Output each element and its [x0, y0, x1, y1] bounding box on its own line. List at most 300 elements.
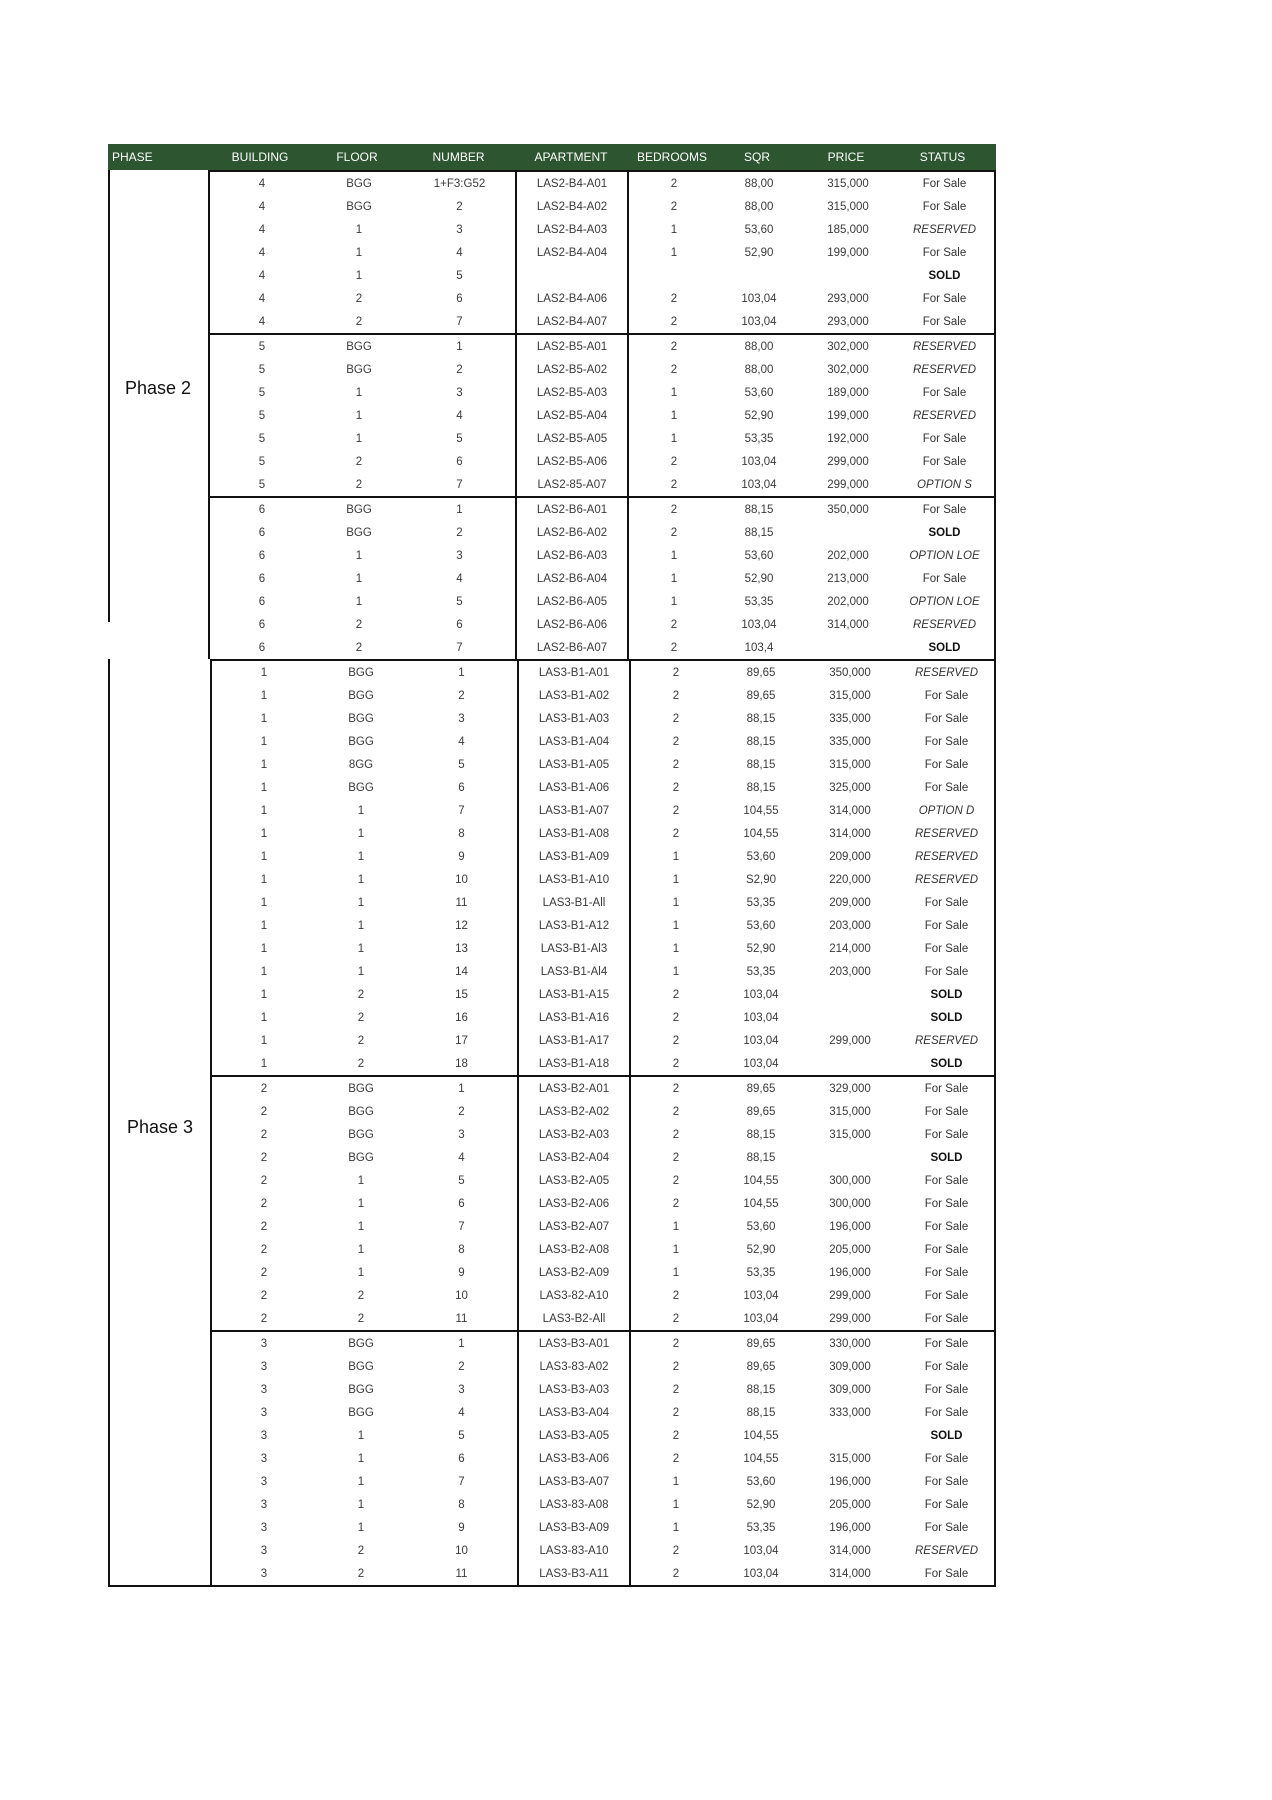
cell-status: For Sale [922, 455, 967, 468]
cell-status: For Sale [924, 712, 969, 725]
cell-floor: 2 [357, 988, 365, 1001]
cell-building: 1 [260, 735, 268, 748]
cell-floor: 1 [355, 595, 363, 608]
cell-price: 300,000 [829, 1197, 871, 1210]
cell-status: For Sale [924, 1521, 969, 1534]
table-row [210, 404, 994, 427]
cell-bedrooms: 1 [672, 919, 680, 932]
cell-apartment: LAS2-B6-A05 [517, 590, 629, 613]
cell-apartment: LAS2-B5-A06 [517, 450, 629, 473]
cell-building: 5 [258, 340, 266, 353]
cell-price: 333,000 [829, 1406, 871, 1419]
cell-bedrooms: 2 [670, 503, 678, 516]
cell-floor: 1 [355, 269, 363, 282]
cell-bedrooms: 2 [672, 666, 680, 679]
table-row [210, 287, 994, 310]
table-row [210, 195, 994, 218]
cell-sqr: 52,90 [746, 1243, 776, 1256]
price-list-table [108, 144, 996, 1587]
cell-building: 1 [260, 827, 268, 840]
cell-status: SOLD [928, 641, 961, 654]
cell-apartment: LAS3-B1-A06 [519, 776, 631, 799]
cell-sqr: S2,90 [745, 873, 777, 886]
cell-number: 8 [406, 822, 519, 845]
cell-sqr: 103,04 [743, 1567, 779, 1580]
cell-bedrooms: 1 [672, 1475, 680, 1488]
cell-apartment: LAS3-B2-A03 [519, 1123, 631, 1146]
cell-floor: 2 [355, 641, 363, 654]
cell-status: For Sale [922, 572, 967, 585]
cell-number: 6 [406, 776, 519, 799]
cell-building: 4 [258, 269, 266, 282]
cell-bedrooms: 2 [672, 1128, 680, 1141]
cell-price: 199,000 [827, 246, 869, 259]
col-header-number: NUMBER [432, 150, 485, 164]
cell-number: 2 [406, 1100, 519, 1123]
cell-bedrooms: 1 [670, 432, 678, 445]
cell-price: 214,000 [829, 942, 871, 955]
cell-sqr: 103,04 [741, 618, 777, 631]
cell-bedrooms: 2 [672, 1105, 680, 1118]
table-row [212, 661, 994, 684]
cell-building: 2 [260, 1105, 268, 1118]
cell-floor: BGG [348, 1406, 374, 1419]
cell-status: For Sale [924, 1337, 969, 1350]
cell-bedrooms: 2 [670, 618, 678, 631]
cell-price: 293,000 [827, 292, 869, 305]
cell-building: 1 [260, 919, 268, 932]
cell-bedrooms: 1 [670, 409, 678, 422]
table-row [212, 1215, 994, 1238]
col-header-apartment: APARTMENT [534, 150, 608, 164]
cell-sqr: 88,15 [746, 758, 776, 771]
cell-building: 1 [260, 1011, 268, 1024]
table-row [212, 730, 994, 753]
cell-building: 3 [260, 1498, 268, 1511]
cell-building: 1 [260, 850, 268, 863]
cell-floor: 2 [355, 478, 363, 491]
table-row [212, 1238, 994, 1261]
cell-floor: BGG [348, 1128, 374, 1141]
cell-bedrooms: 2 [670, 641, 678, 654]
cell-number: 1 [406, 661, 519, 684]
cell-status: For Sale [924, 1383, 969, 1396]
cell-number: 7 [404, 636, 517, 659]
cell-sqr: 89,65 [746, 1082, 776, 1095]
cell-status: For Sale [924, 1498, 969, 1511]
cell-building: 2 [260, 1128, 268, 1141]
cell-sqr: 53,35 [744, 432, 774, 445]
cell-number: 10 [406, 1284, 519, 1307]
cell-floor: 2 [355, 292, 363, 305]
cell-building: 3 [260, 1429, 268, 1442]
cell-bedrooms: 2 [672, 1544, 680, 1557]
cell-building: 4 [258, 177, 266, 190]
cell-bedrooms: 2 [672, 712, 680, 725]
cell-price: 299,000 [827, 455, 869, 468]
table-row [210, 544, 994, 567]
cell-price: 314,000 [827, 618, 869, 631]
table-row [210, 613, 994, 636]
table-header [108, 144, 996, 170]
table-row [212, 1077, 994, 1100]
table-row [210, 473, 994, 496]
cell-sqr: 88,00 [744, 340, 774, 353]
table-row [212, 983, 994, 1006]
cell-number: 5 [404, 264, 517, 287]
cell-status: For Sale [924, 1289, 969, 1302]
table-row [212, 1123, 994, 1146]
cell-sqr: 88,15 [746, 1406, 776, 1419]
cell-price: 350,000 [827, 503, 869, 516]
cell-sqr: 53,60 [746, 850, 776, 863]
cell-price: 299,000 [829, 1034, 871, 1047]
cell-price: 299,000 [827, 478, 869, 491]
cell-building: 4 [258, 315, 266, 328]
cell-status: For Sale [922, 200, 967, 213]
cell-bedrooms: 2 [672, 1360, 680, 1373]
cell-floor: BGG [346, 363, 372, 376]
cell-building: 2 [260, 1174, 268, 1187]
cell-price: 302,000 [827, 340, 869, 353]
cell-building: 5 [258, 478, 266, 491]
cell-price: 299,000 [829, 1312, 871, 1325]
table-row [212, 707, 994, 730]
cell-price: 315,000 [829, 1452, 871, 1465]
cell-sqr: 88,00 [744, 200, 774, 213]
cell-sqr: 103,04 [741, 315, 777, 328]
cell-number: 7 [406, 1470, 519, 1493]
cell-building: 5 [258, 363, 266, 376]
cell-price: 315,000 [829, 758, 871, 771]
cell-status: SOLD [928, 269, 961, 282]
cell-number: 11 [406, 1307, 519, 1330]
cell-status: RESERVED [912, 340, 977, 353]
cell-status: OPTION LOE [909, 595, 980, 608]
cell-building: 6 [258, 595, 266, 608]
cell-floor: 1 [357, 827, 365, 840]
cell-number: 13 [406, 937, 519, 960]
cell-number: 9 [406, 1261, 519, 1284]
cell-number: 2 [404, 358, 517, 381]
cell-apartment: LAS3-B3-A01 [519, 1332, 631, 1355]
phase-block [108, 170, 996, 659]
cell-sqr: 52,90 [744, 572, 774, 585]
cell-status: For Sale [924, 965, 969, 978]
cell-sqr: 53,60 [744, 223, 774, 236]
table-row [212, 845, 994, 868]
cell-number: 4 [406, 1401, 519, 1424]
cell-number: 6 [404, 287, 517, 310]
table-row [212, 1052, 994, 1075]
cell-sqr: 52,90 [744, 409, 774, 422]
table-row [212, 1516, 994, 1539]
cell-status: For Sale [924, 942, 969, 955]
cell-floor: 1 [357, 1498, 365, 1511]
cell-status: RESERVED [914, 1034, 979, 1047]
cell-floor: 2 [357, 1057, 365, 1070]
cell-bedrooms: 1 [672, 1220, 680, 1233]
cell-sqr: 103,4 [744, 641, 774, 654]
phase-label: Phase 3 [126, 1117, 194, 1137]
cell-sqr: 104,55 [743, 827, 779, 840]
cell-floor: 1 [357, 1429, 365, 1442]
cell-bedrooms: 2 [672, 1057, 680, 1070]
cell-price: 293,000 [827, 315, 869, 328]
cell-price: 213,000 [827, 572, 869, 585]
cell-status: For Sale [924, 1128, 969, 1141]
cell-number: 3 [406, 1123, 519, 1146]
cell-status: For Sale [924, 1452, 969, 1465]
cell-floor: BGG [348, 712, 374, 725]
cell-apartment: LAS2-B5-A02 [517, 358, 629, 381]
cell-apartment: LAS2-B5-A04 [517, 404, 629, 427]
cell-sqr: 104,55 [743, 1452, 779, 1465]
cell-status: SOLD [930, 1151, 963, 1164]
cell-sqr: 89,65 [746, 666, 776, 679]
cell-apartment: LAS3-83-A08 [519, 1493, 631, 1516]
cell-floor: BGG [348, 781, 374, 794]
cell-apartment: LAS3-B1-A07 [519, 799, 631, 822]
table-row [212, 891, 994, 914]
cell-number: 7 [406, 799, 519, 822]
cell-sqr: 53,35 [746, 1266, 776, 1279]
cell-apartment: LAS2-B6-A02 [517, 521, 629, 544]
cell-apartment: LAS3-B1-A03 [519, 707, 631, 730]
cell-bedrooms: 1 [670, 223, 678, 236]
cell-building: 4 [258, 200, 266, 213]
cell-apartment: LAS3-B1-A08 [519, 822, 631, 845]
cell-number: 5 [404, 427, 517, 450]
cell-number: 6 [406, 1447, 519, 1470]
cell-apartment [517, 264, 629, 287]
cell-floor: 2 [357, 1011, 365, 1024]
cell-apartment: LAS3-83-A02 [519, 1355, 631, 1378]
cell-sqr: 103,04 [741, 478, 777, 491]
cell-building: 6 [258, 572, 266, 585]
table-row [212, 1029, 994, 1052]
cell-number: 4 [406, 730, 519, 753]
cell-apartment: LAS3-B1-A02 [519, 684, 631, 707]
building-group [210, 496, 994, 659]
cell-number: 6 [404, 613, 517, 636]
cell-price: 314,000 [829, 804, 871, 817]
cell-status: OPTION D [918, 804, 975, 817]
table-row [212, 1493, 994, 1516]
cell-status: For Sale [922, 177, 967, 190]
phase-block [108, 659, 996, 1585]
cell-sqr: 103,04 [743, 1289, 779, 1302]
cell-sqr: 88,15 [746, 712, 776, 725]
cell-status: SOLD [930, 1057, 963, 1070]
cell-building: 6 [258, 503, 266, 516]
table-row [212, 1355, 994, 1378]
col-header-building: BUILDING [231, 150, 289, 164]
cell-floor: 1 [357, 1452, 365, 1465]
cell-sqr: 103,04 [741, 455, 777, 468]
cell-sqr: 53,35 [744, 595, 774, 608]
cell-bedrooms: 1 [672, 1498, 680, 1511]
cell-apartment: LAS3-B2-A01 [519, 1077, 631, 1100]
cell-status: OPTION S [917, 478, 972, 491]
cell-apartment: LAS3-B2-A08 [519, 1238, 631, 1261]
cell-building: 3 [260, 1337, 268, 1350]
table-row [212, 1169, 994, 1192]
cell-apartment: LAS3-B2-All [519, 1307, 631, 1330]
cell-apartment: LAS2-B5-A01 [517, 335, 629, 358]
table-row [212, 1192, 994, 1215]
cell-price: 185,000 [827, 223, 869, 236]
cell-bedrooms: 1 [672, 1266, 680, 1279]
table-row [210, 358, 994, 381]
cell-sqr: 52,90 [746, 1498, 776, 1511]
cell-apartment: LAS3-B1-A05 [519, 753, 631, 776]
cell-price: 309,000 [829, 1360, 871, 1373]
cell-price: 329,000 [829, 1082, 871, 1095]
cell-number: 3 [406, 1378, 519, 1401]
cell-floor: BGG [346, 200, 372, 213]
cell-status: For Sale [924, 1406, 969, 1419]
cell-number: 8 [406, 1493, 519, 1516]
table-row [212, 1378, 994, 1401]
building-group [212, 1075, 994, 1330]
table-row [212, 914, 994, 937]
cell-apartment: LAS3-B1-A09 [519, 845, 631, 868]
cell-apartment: LAS3-B3-A03 [519, 1378, 631, 1401]
cell-building: 2 [260, 1197, 268, 1210]
phase-rows [210, 659, 996, 1585]
cell-bedrooms: 2 [672, 689, 680, 702]
cell-apartment: LAS3-B1-A01 [519, 661, 631, 684]
cell-number: 5 [406, 753, 519, 776]
cell-floor: 1 [357, 896, 365, 909]
cell-building: 6 [258, 641, 266, 654]
cell-status: RESERVED [914, 827, 979, 840]
cell-number: 6 [404, 450, 517, 473]
cell-building: 6 [258, 549, 266, 562]
cell-bedrooms: 2 [670, 478, 678, 491]
cell-apartment: LAS3-B1-Al3 [519, 937, 631, 960]
cell-sqr: 88,15 [746, 781, 776, 794]
cell-floor: 1 [355, 432, 363, 445]
cell-price: 315,000 [827, 177, 869, 190]
cell-number: 17 [406, 1029, 519, 1052]
cell-floor: 2 [355, 455, 363, 468]
cell-building: 3 [260, 1475, 268, 1488]
cell-apartment: LAS3-B1-A15 [519, 983, 631, 1006]
cell-bedrooms: 1 [672, 896, 680, 909]
cell-number: 1 [406, 1077, 519, 1100]
cell-status: For Sale [922, 292, 967, 305]
cell-apartment: LAS2-B6-A04 [517, 567, 629, 590]
cell-apartment: LAS3-B3-A05 [519, 1424, 631, 1447]
cell-sqr: 104,55 [743, 1197, 779, 1210]
cell-status: For Sale [924, 1197, 969, 1210]
cell-status: For Sale [924, 1567, 969, 1580]
cell-number: 2 [406, 1355, 519, 1378]
table-row [212, 1424, 994, 1447]
cell-status: For Sale [924, 758, 969, 771]
cell-floor: 1 [357, 873, 365, 886]
cell-sqr: 103,04 [743, 1034, 779, 1047]
cell-sqr: 103,04 [743, 1312, 779, 1325]
cell-status: RESERVED [914, 850, 979, 863]
cell-building: 1 [260, 988, 268, 1001]
cell-number: 12 [406, 914, 519, 937]
cell-floor: 1 [357, 1475, 365, 1488]
cell-apartment: LAS3-B2-A07 [519, 1215, 631, 1238]
cell-price: 299,000 [829, 1289, 871, 1302]
table-row [210, 310, 994, 333]
table-row [212, 960, 994, 983]
cell-sqr: 89,65 [746, 1105, 776, 1118]
cell-building: 2 [260, 1151, 268, 1164]
cell-building: 6 [258, 526, 266, 539]
cell-building: 1 [260, 666, 268, 679]
cell-floor: BGG [346, 340, 372, 353]
cell-price: 202,000 [827, 549, 869, 562]
cell-building: 2 [260, 1243, 268, 1256]
cell-bedrooms: 2 [672, 804, 680, 817]
cell-price: 350,000 [829, 666, 871, 679]
cell-bedrooms: 2 [672, 1289, 680, 1302]
cell-bedrooms: 2 [672, 1011, 680, 1024]
cell-apartment: LAS3-B3-A11 [519, 1562, 631, 1585]
cell-floor: 1 [355, 572, 363, 585]
cell-building: 1 [260, 1057, 268, 1070]
phase-2-left-border [108, 170, 110, 622]
cell-building: 5 [258, 432, 266, 445]
cell-sqr: 88,00 [744, 177, 774, 190]
cell-number: 4 [404, 241, 517, 264]
cell-status: For Sale [922, 246, 967, 259]
cell-number: 10 [406, 1539, 519, 1562]
cell-apartment: LAS3-82-A10 [519, 1284, 631, 1307]
table-row [212, 1401, 994, 1424]
cell-price: 302,000 [827, 363, 869, 376]
cell-sqr: 104,55 [743, 1174, 779, 1187]
cell-floor: BGG [348, 1360, 374, 1373]
table-row [210, 218, 994, 241]
cell-apartment: LAS2-85-A07 [517, 473, 629, 496]
cell-status: RESERVED [912, 223, 977, 236]
cell-number: 3 [404, 544, 517, 567]
cell-building: 2 [260, 1289, 268, 1302]
table-row [210, 498, 994, 521]
cell-number: 11 [406, 891, 519, 914]
cell-building: 2 [260, 1312, 268, 1325]
cell-number: 1 [406, 1332, 519, 1355]
cell-bedrooms: 2 [670, 526, 678, 539]
cell-number: 5 [404, 590, 517, 613]
cell-bedrooms: 2 [672, 1312, 680, 1325]
table-row [212, 1284, 994, 1307]
cell-building: 3 [260, 1452, 268, 1465]
cell-floor: 1 [355, 386, 363, 399]
cell-number: 7 [404, 473, 517, 496]
cell-floor: 2 [357, 1034, 365, 1047]
cell-number: 4 [404, 404, 517, 427]
cell-floor: 1 [357, 965, 365, 978]
cell-apartment: LAS2-B4-A06 [517, 287, 629, 310]
cell-apartment: LAS2-B6-A06 [517, 613, 629, 636]
cell-floor: 2 [355, 315, 363, 328]
table-row [212, 753, 994, 776]
cell-apartment: LAS3-B3-A09 [519, 1516, 631, 1539]
cell-number: 4 [406, 1146, 519, 1169]
table-row [210, 427, 994, 450]
cell-building: 1 [260, 758, 268, 771]
